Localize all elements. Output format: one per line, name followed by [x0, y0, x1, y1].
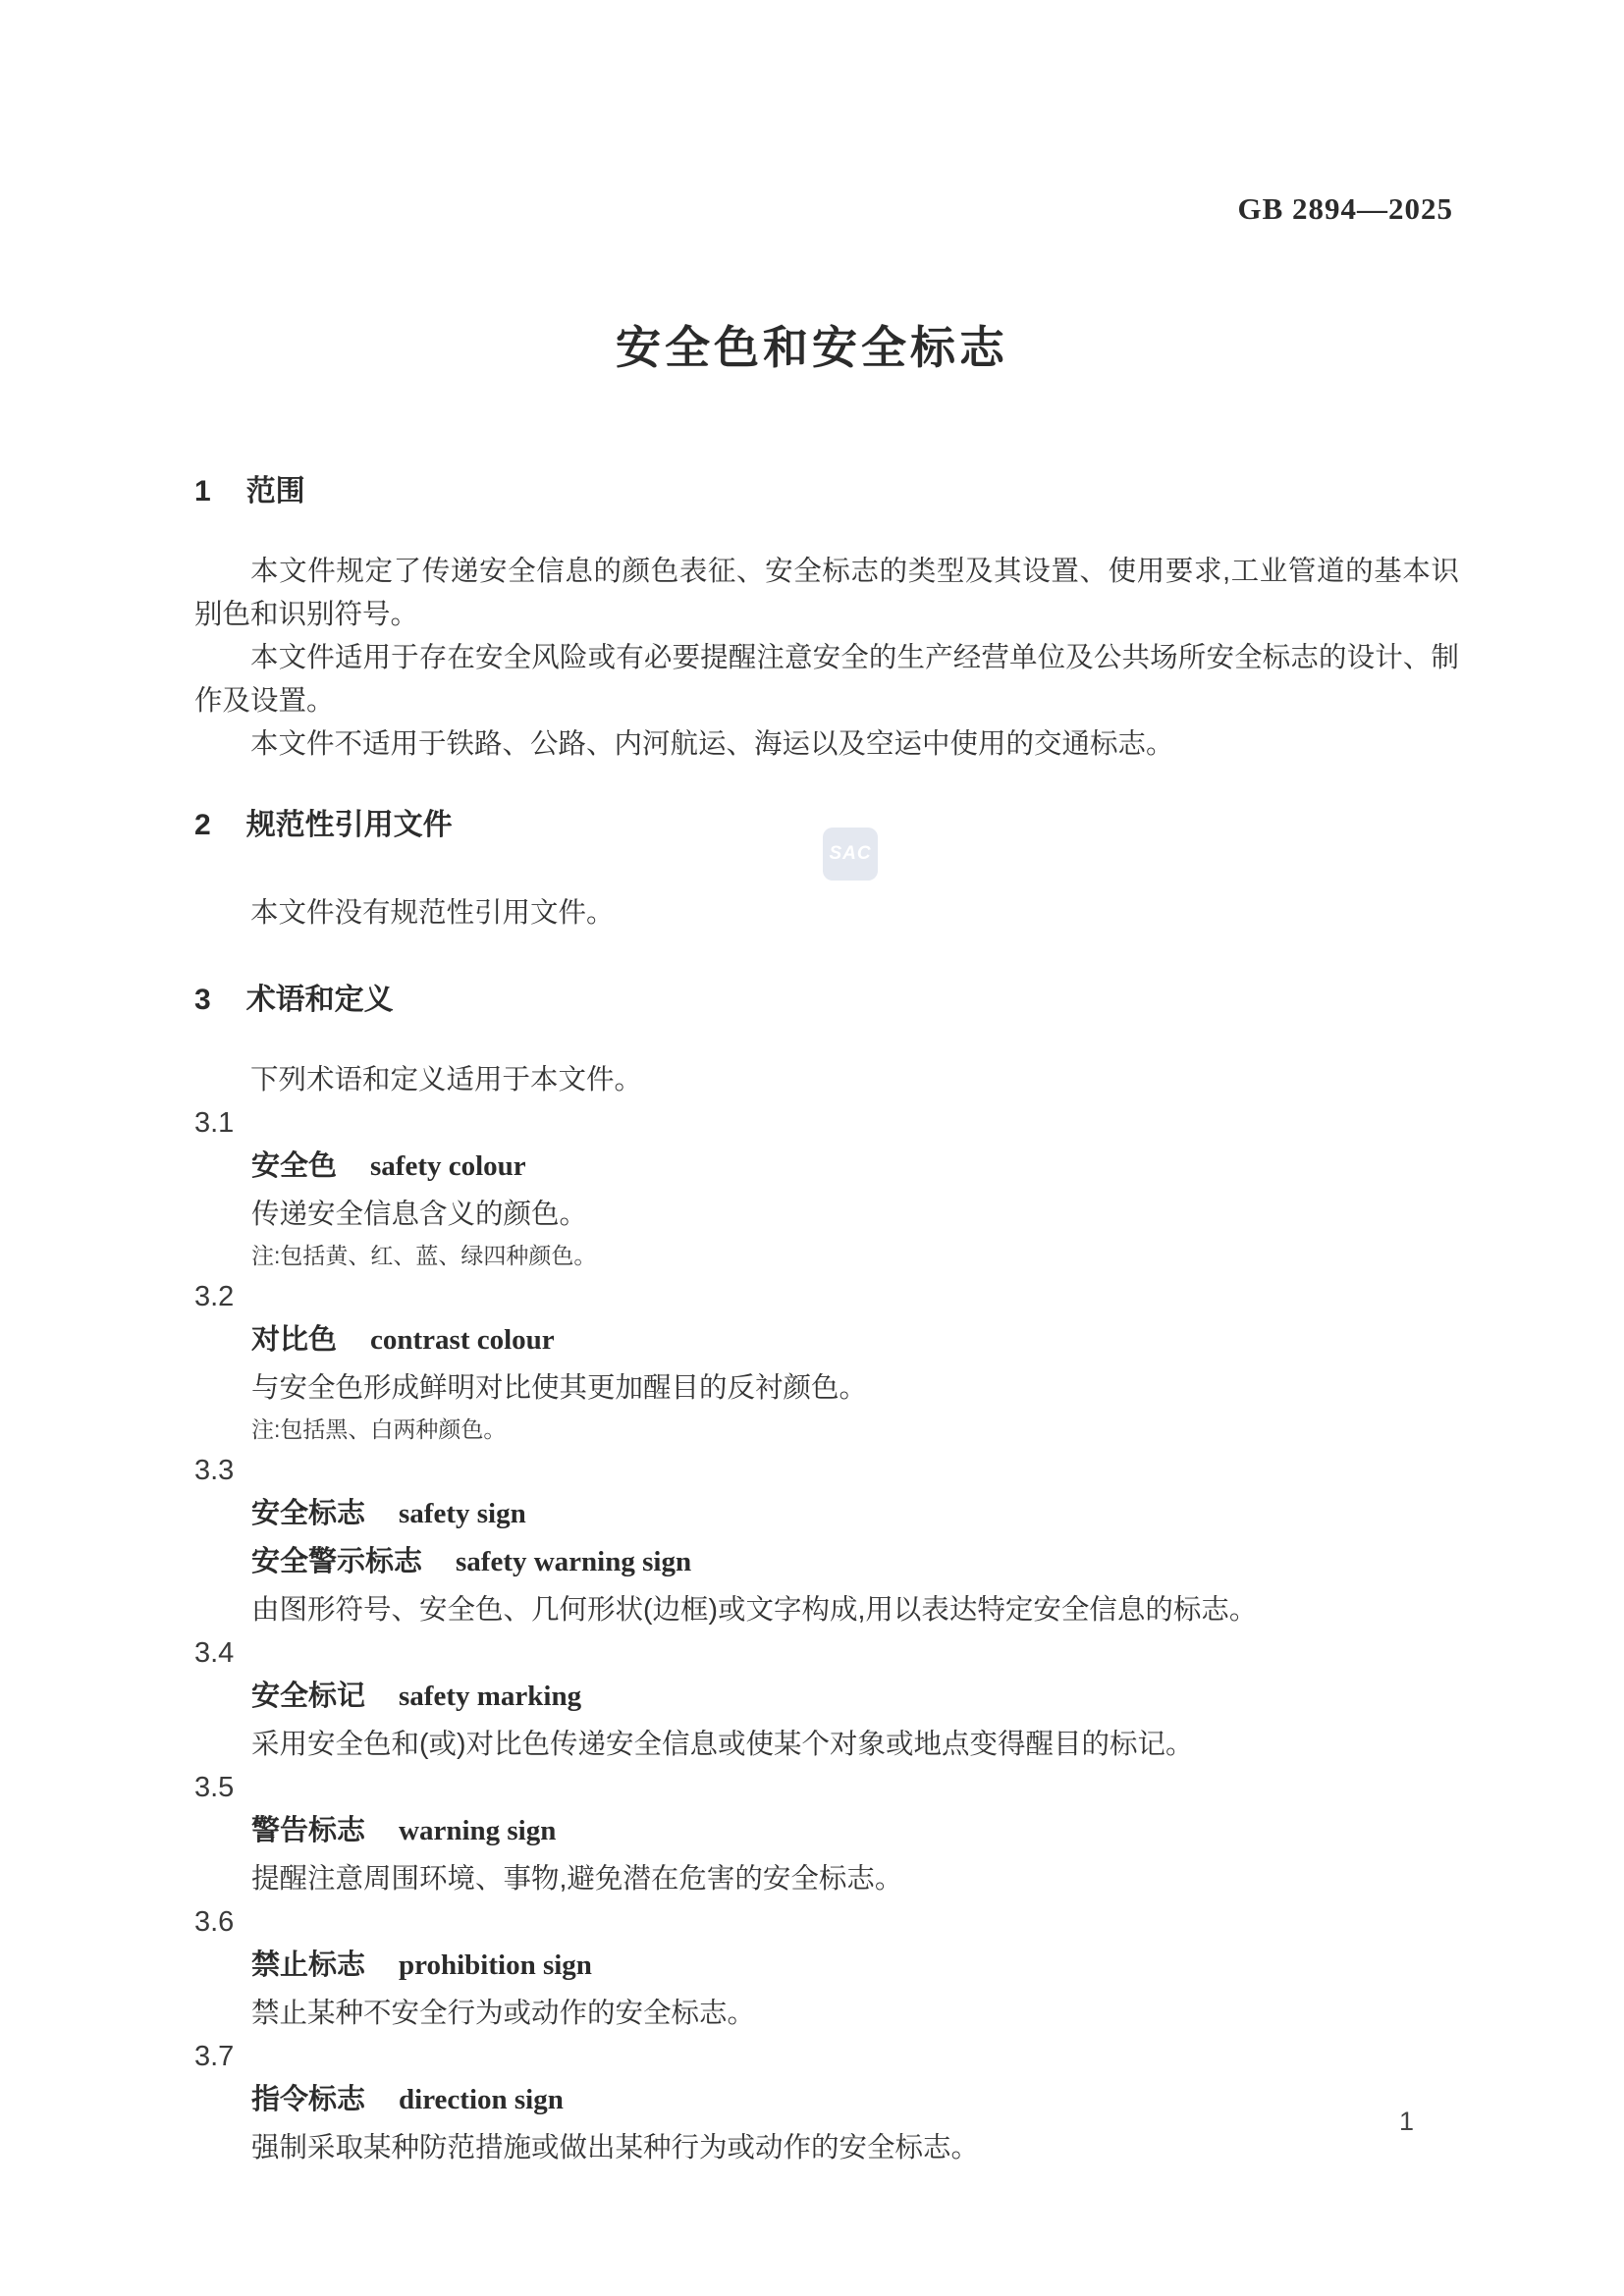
term-number: 3.5: [194, 1772, 235, 1803]
term-entry-3-1: [194, 1101, 1459, 1275]
document-title: 安全色和安全标志: [616, 322, 1008, 373]
term-number: 3.1: [194, 1107, 235, 1139]
term-number: 3.2: [194, 1281, 235, 1312]
term-name-zh: 警告标志: [251, 1815, 366, 1846]
term-note: 注:包括黑、白两种颜色。: [251, 1416, 507, 1442]
term-definition: 由图形符号、安全色、几何形状(边框)或文字构成,用以表达特定安全信息的标志。: [251, 1594, 1258, 1626]
term-name-en: safety colour: [370, 1150, 526, 1182]
term-entry-3-2: [194, 1275, 1459, 1449]
paragraph: 本文件没有规范性引用文件。: [250, 897, 615, 929]
term-name-en: safety warning sign: [456, 1546, 692, 1577]
term-title: [194, 1675, 1459, 1723]
term-name-zh: 安全警示标志: [251, 1546, 423, 1577]
standard-code: GB 2894—2025: [1237, 191, 1453, 226]
sac-watermark-logo: SAC: [823, 828, 878, 881]
term-number: 3.7: [194, 2041, 235, 2072]
paragraph: 本文件适用于存在安全风险或有必要提醒注意安全的生产经营单位及公共场所安全标志的设计、制作及设置。: [194, 642, 1459, 717]
term-entry-3-5: [194, 1766, 1459, 1900]
section-number: 3: [194, 984, 211, 1016]
term-entry-3-3: [194, 1449, 1459, 1631]
term-definition: 采用安全色和(或)对比色传递安全信息或使某个对象或地点变得醒目的标记。: [251, 1729, 1194, 1760]
section-title: 规范性引用文件: [245, 809, 453, 841]
document-body: [0, 471, 1459, 2169]
section-1-heading: [194, 471, 1459, 512]
term-name-en: warning sign: [399, 1815, 557, 1846]
section-title: 范围: [245, 475, 305, 507]
term-title: [194, 1492, 1459, 1540]
term-name-en: contrast colour: [370, 1324, 555, 1356]
term-title: [194, 1318, 1459, 1366]
term-number: 3.3: [194, 1455, 235, 1486]
term-name-en: safety sign: [399, 1498, 526, 1529]
term-name-en: safety marking: [399, 1681, 582, 1712]
term-definition: 强制采取某种防范措施或做出某种行为或动作的安全标志。: [251, 2132, 980, 2163]
term-name-zh: 安全标志: [251, 1498, 366, 1529]
term-definition: 禁止某种不安全行为或动作的安全标志。: [251, 1998, 756, 2029]
term-name-zh: 对比色: [251, 1324, 338, 1356]
term-name-zh: 安全标记: [251, 1681, 366, 1712]
terms-intro: 下列术语和定义适用于本文件。: [250, 1064, 643, 1095]
term-definition: 传递安全信息含义的颜色。: [251, 1199, 588, 1230]
terms-list: [194, 1101, 1459, 2169]
term-definition: 提醒注意周围环境、事物,避免潜在危害的安全标志。: [251, 1863, 903, 1895]
term-note: 注:包括黄、红、蓝、绿四种颜色。: [251, 1243, 597, 1268]
term-name-zh: 安全色: [251, 1150, 338, 1182]
section-3-heading: [194, 980, 1459, 1021]
paragraph: 本文件不适用于铁路、公路、内河航运、海运以及空运中使用的交通标志。: [250, 728, 1174, 760]
term-name-zh: 指令标志: [251, 2084, 366, 2115]
term-title: [194, 1809, 1459, 1857]
page-number: 1: [1398, 2107, 1414, 2136]
term-entry-3-7: [194, 2035, 1459, 2169]
term-name-en: prohibition sign: [399, 1949, 592, 1981]
term-title: [194, 1944, 1459, 1992]
term-name-zh: 禁止标志: [251, 1949, 366, 1981]
term-entry-3-4: [194, 1631, 1459, 1766]
term-number: 3.6: [194, 1906, 235, 1938]
paragraph: 本文件规定了传递安全信息的颜色表征、安全标志的类型及其设置、使用要求,工业管道的基本识别色和识别符号。: [194, 556, 1459, 630]
term-title: [194, 2078, 1459, 2126]
term-title: [194, 1145, 1459, 1193]
term-title: [194, 1540, 1459, 1588]
section-number: 2: [194, 809, 211, 841]
term-entry-3-6: [194, 1900, 1459, 2035]
term-name-en: direction sign: [399, 2084, 564, 2115]
term-number: 3.4: [194, 1637, 235, 1669]
section-title: 术语和定义: [245, 984, 394, 1016]
term-definition: 与安全色形成鲜明对比使其更加醒目的反衬颜色。: [251, 1372, 868, 1404]
section-number: 1: [194, 475, 211, 507]
